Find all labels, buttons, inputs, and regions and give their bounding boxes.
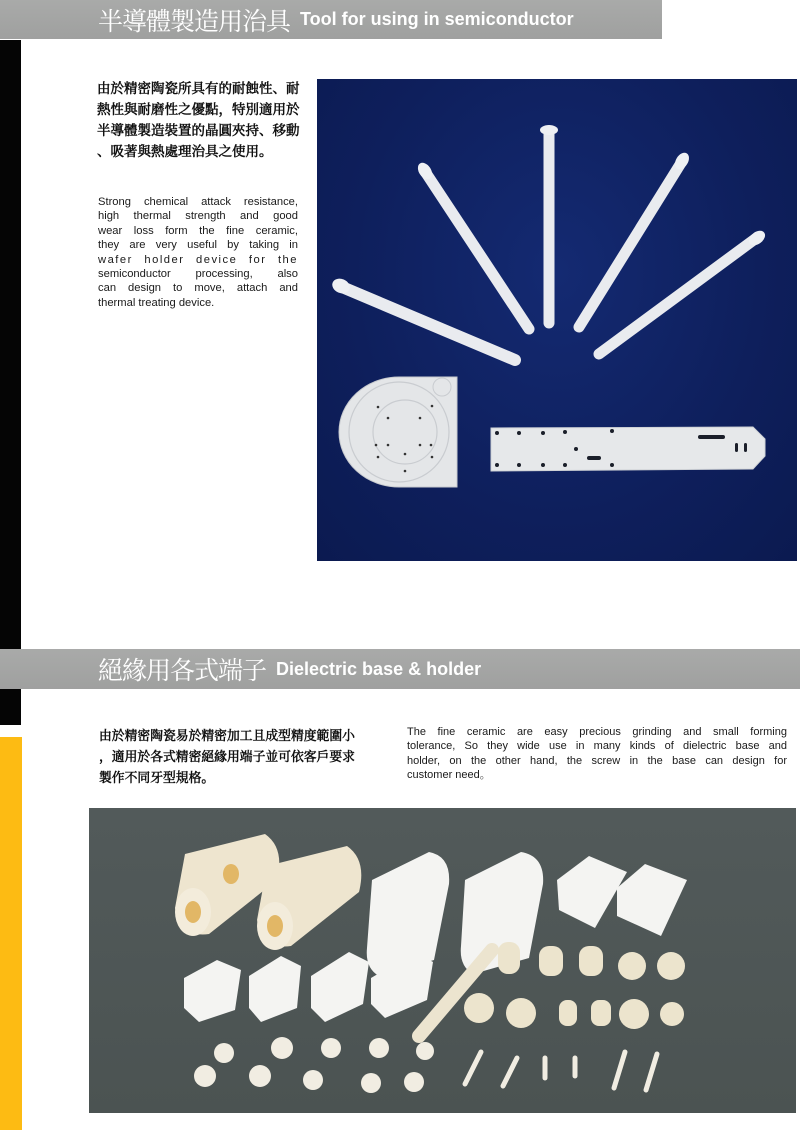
description-en [407, 725, 787, 783]
text-line: high thermal strength and good [98, 210, 298, 223]
text-line: 由於精密陶瓷所具有的耐蝕性、耐 [97, 81, 300, 97]
section-banner-semiconductor [0, 0, 662, 39]
section-banner-dielectric [0, 649, 800, 689]
description-zh [97, 79, 322, 163]
text-line: The fine ceramic are easy precious grinding and small forming [407, 726, 787, 738]
text-line: 由於精密陶瓷易於精密加工且成型精度範圍小 [99, 729, 355, 744]
text-line: holder, on the other hand, the screw in the base can design for [407, 754, 787, 767]
text-line: customer need。 [407, 769, 491, 782]
text-line: 製作不同牙型規格。 [99, 771, 215, 786]
section-title-en: Tool for using in semiconductor [300, 9, 574, 29]
text-line: 半導體製造裝置的晶圓夾持、移動 [97, 123, 300, 139]
text-line: tolerance, So they wide use in many kinds of dielectric base and [407, 740, 787, 753]
product-photo-dielectric-parts [89, 808, 796, 1113]
side-bar-yellow [0, 737, 22, 1130]
text-line: Strong chemical attack resistance, [98, 196, 298, 208]
description-en [98, 195, 298, 310]
product-photo-semiconductor-tools [317, 79, 797, 561]
ceramic-parts-illustration [89, 808, 796, 1113]
text-line: wear loss form the fine ceramic, [98, 224, 298, 237]
ceramic-parts-illustration [317, 79, 797, 561]
text-line: they are very useful by taking in [98, 239, 298, 252]
text-line: ，適用於各式精密絕緣用端子並可依客戶要求 [99, 750, 355, 765]
text-line: 熱性與耐磨性之優點，特別適用於 [97, 102, 300, 118]
text-line: wafer holder device for the [98, 253, 298, 266]
section-title-en: Dielectric base & holder [276, 658, 482, 679]
text-line: can design to move, attach and [98, 282, 298, 295]
section-title-zh: 半導體製造用治具 [98, 6, 291, 36]
section-title-zh: 絕緣用各式端子 [98, 656, 267, 685]
text-line: semiconductor processing, also [98, 268, 298, 281]
text-line: thermal treating device. [98, 296, 215, 309]
description-zh [99, 726, 399, 789]
text-line: 、吸著與熱處理治具之使用。 [97, 144, 273, 160]
side-bar-black [0, 40, 21, 725]
